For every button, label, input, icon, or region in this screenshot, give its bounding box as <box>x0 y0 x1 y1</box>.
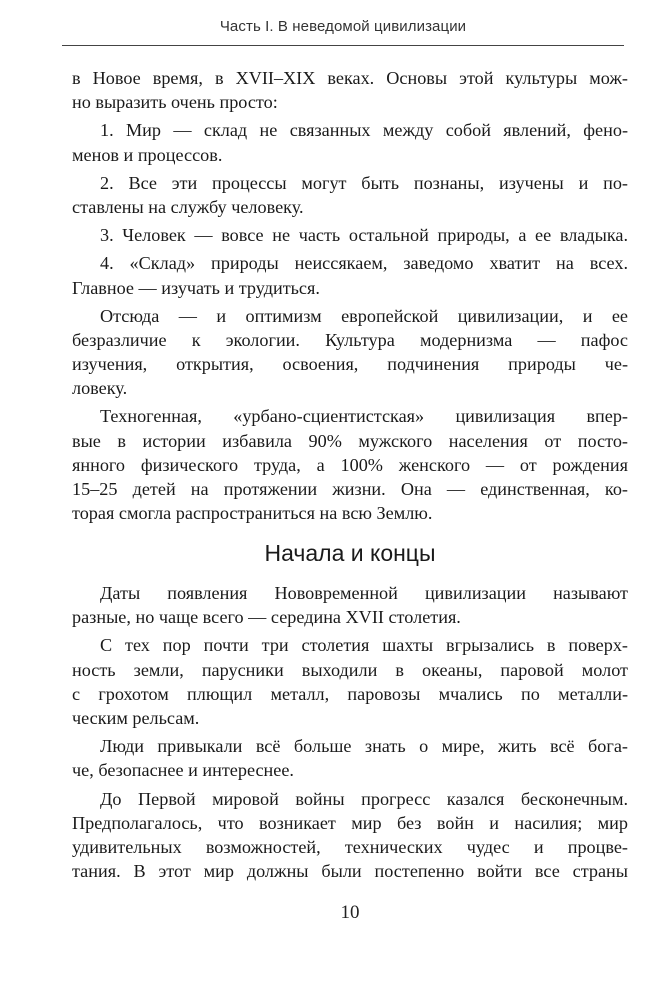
text-line: С тех пор почти три столетия шахты вгрызались в поверх- <box>100 635 628 656</box>
text-line: Техногенная, «урбано-сциентистская» цивилизация впер- <box>100 406 628 427</box>
text-line: но выразить очень просто: <box>72 92 278 113</box>
text-line: ность земли, парусники выходили в океаны, паровой молот <box>72 659 628 680</box>
text-line: безразличие к экологии. Культура модернизма — пафос <box>72 329 628 350</box>
text-line: 2. Все эти процессы могут быть познаны, изучены и по- <box>100 172 628 193</box>
running-head: Часть I. В неведомой цивилизации <box>219 18 467 35</box>
text-line: тания. В этот мир должны были постепенно войти все страны <box>72 861 628 882</box>
text-line: удивительных возможностей, технических чудес и процве- <box>72 836 628 857</box>
text-line: 15–25 детей на протяжении жизни. Она — единственная, ко- <box>72 479 628 499</box>
text-line: Предполагалось, что возникает мир без войн и насилия; мир <box>72 812 628 833</box>
text-line: изучения, открытия, освоения, подчинения природы че- <box>72 354 628 375</box>
text-line: Люди привыкали всё больше знать о мире, жить всё бога- <box>100 736 628 757</box>
text-line: До Первой мировой войны прогресс казался бесконечным. <box>100 788 628 809</box>
text-line: разные, но чаще всего — середина XVII столетия. <box>72 607 461 628</box>
body-text-section-2 <box>72 581 628 883</box>
text-line: ловеку. <box>72 378 128 399</box>
text-line: в Новое время, в XVII–XIX веках. Основы этой культуры мож- <box>72 68 628 88</box>
text-line: Даты появления Нововременной цивилизации называют <box>100 583 628 603</box>
text-line: 4. «Склад» природы неиссякаем, заведомо хватит на всех. <box>100 253 628 274</box>
text-line: ставлены на службу человеку. <box>72 196 304 217</box>
text-line: ческим рельсам. <box>72 707 200 728</box>
body-text-section-1 <box>72 66 628 525</box>
text-line: Отсюда — и оптимизм европейской цивилизации, и ее <box>100 305 628 326</box>
text-line: торая смогла распространиться на всю Землю. <box>72 503 433 524</box>
text-line: 1. Мир — склад не связанных между собой явлений, фено- <box>100 120 628 141</box>
header-rule <box>62 45 624 46</box>
text-line: Главное — изучать и трудиться. <box>72 277 320 298</box>
text-line: 3. Человек — вовсе не часть остальной природы, а ее владыка. <box>100 225 628 246</box>
text-line: менов и процессов. <box>72 144 223 165</box>
section-heading: Начала и концы <box>264 540 436 566</box>
text-line: янного физического труда, а 100% женского — от рождения <box>72 454 628 475</box>
text-line: че, безопаснее и интереснее. <box>72 760 294 781</box>
page-number: 10 <box>340 902 360 923</box>
text-line: с грохотом плющил металл, паровозы мчались по металли- <box>72 683 628 704</box>
text-line: вые в истории избавила 90% мужского населения от посто- <box>72 430 628 451</box>
